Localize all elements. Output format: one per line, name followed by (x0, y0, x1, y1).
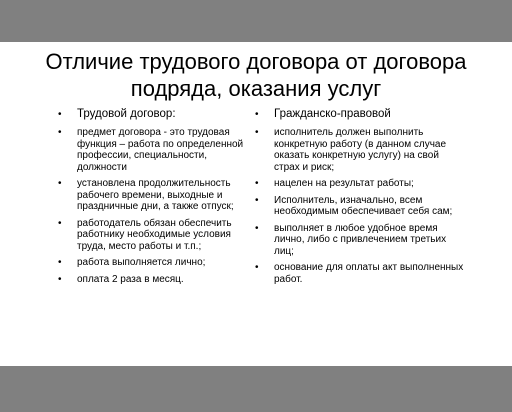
list-item: • установлена продолжительность рабочего времени, выходные и праздничные дни, а также отпуск; (58, 178, 253, 213)
civil-law-contract-column (255, 108, 465, 290)
list-item: • предмет договора - это трудовая функция – работа по определенной профессии, специальности, должности (58, 127, 253, 173)
list-item: • исполнитель должен выполнить конкретную работу (в данном случае оказать конкретную услугу) на свой страх и риск; (255, 127, 465, 173)
list-item: • Исполнитель, изначально, всем необходимым обеспечивает себя сам; (255, 195, 465, 218)
list-item: • нацелен на результат работы; (255, 178, 465, 190)
list-item: • работодатель обязан обеспечить работнику необходимые условия труда, место работы и т.п.; (58, 218, 253, 253)
top-gray-band (0, 0, 512, 42)
list-item: • основание для оплаты акт выполненных работ. (255, 262, 465, 285)
slide-title: Отличие трудового договора от договора подряда, оказания услуг (45, 49, 467, 101)
bottom-gray-band (0, 366, 512, 412)
list-item: • выполняет в любое удобное время лично, либо с привлечением третьих лиц; (255, 223, 465, 258)
left-column-heading: • Трудовой договор: (58, 108, 253, 121)
right-column-heading: • Гражданско-правовой (255, 108, 465, 121)
list-item: • работа выполняется лично; (58, 257, 253, 269)
labor-contract-column (58, 108, 253, 290)
list-item: • оплата 2 раза в месяц. (58, 274, 253, 286)
